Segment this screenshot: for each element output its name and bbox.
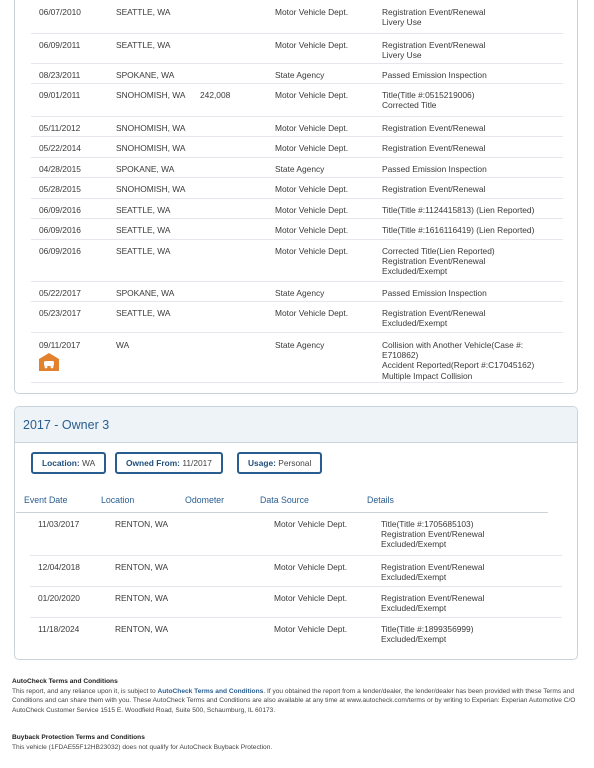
event-location: SEATTLE, WA (116, 205, 171, 215)
usage-value: Personal (278, 458, 312, 468)
event-date: 06/09/2016 (39, 246, 81, 256)
table-row (31, 301, 563, 333)
detail-line: Livery Use (382, 17, 422, 28)
terms-text (12, 687, 582, 716)
event-details (382, 90, 475, 110)
owned-from-value: 11/2017 (182, 458, 212, 468)
table-row (31, 239, 563, 282)
table-row (31, 136, 563, 158)
owned-from-label: Owned From: (126, 458, 180, 468)
terms-text-before: This report, and any reliance upon it, is subject to (12, 687, 158, 695)
event-details (382, 340, 534, 381)
event-details (382, 164, 487, 174)
event-location: SEATTLE, WA (116, 308, 171, 318)
event-details (382, 225, 534, 235)
event-source: State Agency (275, 164, 325, 174)
event-source: Motor Vehicle Dept. (274, 519, 348, 529)
event-location: SNOHOMISH, WA (116, 184, 186, 194)
event-date: 08/23/2011 (39, 70, 81, 80)
detail-line: Passed Emission Inspection (382, 288, 487, 298)
event-details (382, 143, 485, 153)
detail-line: Excluded/Exempt (381, 634, 447, 645)
detail-line: Title(Title #:0515219006) (382, 90, 475, 100)
table-row (30, 555, 562, 587)
event-source: Motor Vehicle Dept. (275, 90, 349, 100)
detail-line: Corrected Title(Lien Reported) (382, 246, 495, 256)
detail-line: Livery Use (382, 50, 422, 61)
event-location: RENTON, WA (115, 519, 169, 529)
table-row (31, 116, 563, 137)
event-source: State Agency (275, 70, 325, 80)
event-location: SEATTLE, WA (116, 7, 171, 17)
event-date: 05/11/2012 (39, 123, 81, 133)
table-row (30, 617, 562, 646)
event-details (381, 624, 474, 644)
event-location: RENTON, WA (115, 593, 169, 603)
event-date: 06/09/2016 (39, 225, 81, 235)
event-source: Motor Vehicle Dept. (275, 184, 349, 194)
detail-line: Accident Reported(Report #:C17045162) (382, 360, 535, 371)
table-row (31, 332, 563, 383)
event-source: Motor Vehicle Dept. (275, 123, 349, 133)
event-details (382, 70, 487, 80)
detail-line: Excluded/Exempt (382, 318, 448, 329)
event-details (382, 123, 485, 133)
header-data-source: Data Source (260, 495, 309, 505)
table-row (31, 63, 563, 84)
event-date: 01/20/2020 (38, 593, 80, 603)
location-value: WA (82, 458, 96, 468)
header-location: Location (101, 495, 135, 505)
table-row (31, 157, 563, 178)
event-date: 06/07/2010 (39, 7, 81, 17)
event-source: Motor Vehicle Dept. (274, 562, 348, 572)
event-location: SEATTLE, WA (116, 225, 171, 235)
event-date: 09/01/2011 (39, 90, 81, 100)
event-location: SNOHOMISH, WA (116, 143, 186, 153)
owner-title: 2017 - Owner 3 (23, 418, 110, 432)
detail-line: Passed Emission Inspection (382, 70, 487, 80)
event-location: RENTON, WA (115, 624, 169, 634)
event-source: Motor Vehicle Dept. (275, 225, 349, 235)
event-details (381, 593, 484, 613)
detail-line: Registration Event/Renewal (382, 7, 486, 17)
detail-line: Registration Event/Renewal (382, 123, 486, 133)
history-card (14, 0, 578, 394)
detail-line: Registration Event/Renewal (381, 593, 485, 603)
header-odometer: Odometer (185, 495, 225, 505)
event-date: 11/18/2024 (38, 624, 80, 634)
detail-line: Registration Event/Renewal (382, 143, 486, 153)
detail-line: Title(Title #:1705685103) (381, 519, 474, 529)
event-date: 04/28/2015 (39, 164, 81, 174)
event-details (382, 246, 495, 277)
event-location: WA (116, 340, 130, 350)
event-source: Motor Vehicle Dept. (274, 593, 348, 603)
detail-line: Excluded/Exempt (382, 266, 448, 277)
event-source: State Agency (275, 340, 325, 350)
event-source: Motor Vehicle Dept. (274, 624, 348, 634)
detail-line: Title(Title #:1899356999) (381, 624, 474, 634)
detail-line: Passed Emission Inspection (382, 164, 487, 174)
event-location: SEATTLE, WA (116, 40, 171, 50)
event-date: 09/11/2017 (39, 340, 81, 350)
usage-label: Usage: (248, 458, 276, 468)
detail-line: Excluded/Exempt (381, 603, 447, 614)
event-location: SNOHOMISH, WA (116, 90, 186, 100)
event-details (382, 308, 485, 328)
buyback-text: This vehicle (1FDAE55F12HB23032) does not qualify for AutoCheck Buyback Protection. (12, 743, 273, 751)
detail-line: Registration Event/Renewal (382, 308, 486, 318)
table-row (31, 218, 563, 240)
event-source: Motor Vehicle Dept. (275, 205, 349, 215)
location-label: Location: (42, 458, 80, 468)
location-badge (31, 452, 106, 474)
detail-line: Registration Event/Renewal (381, 562, 485, 572)
event-source: Motor Vehicle Dept. (275, 246, 349, 256)
event-details (382, 184, 485, 194)
detail-line: Title(Title #:1124415813) (Lien Reported) (382, 205, 535, 215)
event-date: 06/09/2011 (39, 40, 81, 50)
table-row (31, 177, 563, 199)
detail-line: Multiple Impact Collision (382, 370, 473, 381)
detail-line: Collision with Another Vehicle(Case #: (382, 340, 524, 350)
event-source: Motor Vehicle Dept. (275, 308, 349, 318)
event-location: SEATTLE, WA (116, 246, 171, 256)
table-row (31, 198, 563, 219)
event-date: 11/03/2017 (38, 519, 80, 529)
event-source: Motor Vehicle Dept. (275, 7, 349, 17)
event-details (382, 7, 485, 27)
event-date: 05/28/2015 (39, 184, 81, 194)
event-details (381, 519, 484, 550)
event-location: SPOKANE, WA (116, 164, 175, 174)
table-row (31, 33, 563, 64)
owned-from-badge (115, 452, 223, 474)
event-details (382, 40, 485, 60)
table-row (31, 0, 563, 34)
event-location: RENTON, WA (115, 562, 169, 572)
event-date: 12/04/2018 (38, 562, 80, 572)
terms-text-after: . If you obtained the report from a lender/dealer, the lender/dealer has been provided with these Terms and Conditions and can share them with you. These AutoCheck Terms and Conditions are also available at any time at www.autocheck.com/terms or by writing to Experian: Experian Automotive C/O AutoCheck Customer Service 1515 E. Woodfield Road, Suite 500, Schaumburg, IL 60173. (12, 687, 576, 714)
event-details (382, 205, 534, 215)
detail-line: Registration Event/Renewal (382, 256, 486, 267)
buyback-section (12, 733, 582, 752)
detail-line: Excluded/Exempt (381, 539, 447, 550)
event-date: 05/22/2014 (39, 143, 81, 153)
buyback-heading: Buyback Protection Terms and Conditions (12, 734, 145, 741)
event-source: Motor Vehicle Dept. (275, 143, 349, 153)
detail-line: E710862) (382, 350, 419, 361)
event-location: SPOKANE, WA (116, 70, 175, 80)
detail-line: Title(Title #:1616116419) (Lien Reported) (382, 225, 535, 235)
detail-line: Registration Event/Renewal (381, 529, 485, 540)
header-event-date: Event Date (24, 495, 68, 505)
event-odometer: 242,008 (200, 90, 231, 100)
event-source: Motor Vehicle Dept. (275, 40, 349, 50)
event-date: 05/23/2017 (39, 308, 81, 318)
table-row (30, 586, 562, 618)
owner-header (15, 407, 577, 443)
event-date: 05/22/2017 (39, 288, 81, 298)
terms-section (12, 677, 582, 715)
event-location: SNOHOMISH, WA (116, 123, 186, 133)
table-row (31, 83, 563, 117)
event-date: 06/09/2016 (39, 205, 81, 215)
event-details (381, 562, 484, 582)
owner-table-header (16, 488, 548, 513)
detail-line: Registration Event/Renewal (382, 184, 486, 194)
header-details: Details (367, 495, 394, 505)
detail-line: Corrected Title (382, 100, 437, 111)
terms-heading: AutoCheck Terms and Conditions (12, 678, 118, 685)
table-row (30, 512, 562, 556)
detail-line: Excluded/Exempt (381, 572, 447, 583)
table-row (31, 281, 563, 302)
terms-link[interactable]: AutoCheck Terms and Conditions (157, 687, 264, 695)
event-location: SPOKANE, WA (116, 288, 175, 298)
event-source: State Agency (275, 288, 325, 298)
detail-line: Registration Event/Renewal (382, 40, 486, 50)
usage-badge (237, 452, 322, 474)
accident-car-icon (39, 353, 59, 371)
event-details (382, 288, 487, 298)
